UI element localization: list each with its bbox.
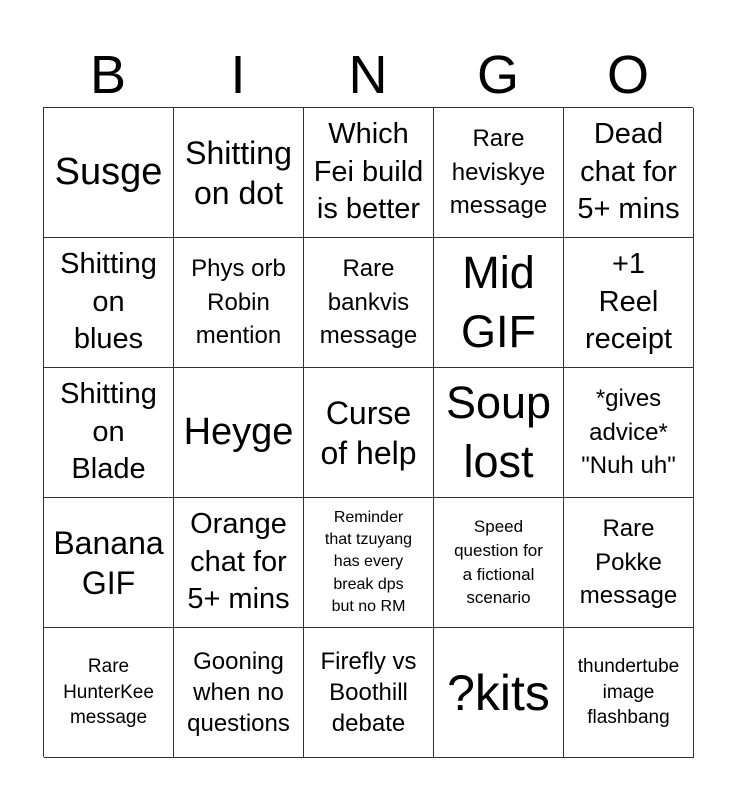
bingo-cell[interactable]: Reminder that tzuyang has every break dps but no RM (304, 498, 434, 628)
bingo-cell[interactable]: Shitting on dot (174, 108, 304, 238)
bingo-cell[interactable]: Which Fei build is better (304, 108, 434, 238)
bingo-cell[interactable]: Firefly vs Boothill debate (304, 628, 434, 758)
bingo-cell[interactable]: Mid GIF (434, 238, 564, 368)
bingo-cell[interactable]: Susge (44, 108, 174, 238)
header-letter-b: B (89, 45, 127, 105)
bingo-cell[interactable]: Speed question for a fictional scenario (434, 498, 564, 628)
bingo-cell[interactable]: Soup lost (434, 368, 564, 498)
bingo-cell[interactable]: Rare heviskye message (434, 108, 564, 238)
header-letter-n: N (348, 45, 388, 105)
bingo-cell[interactable]: Phys orb Robin mention (174, 238, 304, 368)
bingo-cell[interactable]: Gooning when no questions (174, 628, 304, 758)
header-letter-g: G (476, 45, 519, 105)
bingo-cell[interactable]: Shitting on Blade (44, 368, 174, 498)
bingo-cell[interactable]: Rare Pokke message (564, 498, 694, 628)
bingo-cell[interactable]: Rare bankvis message (304, 238, 434, 368)
bingo-cell[interactable]: Heyge (174, 368, 304, 498)
header-letter-i: I (230, 45, 246, 105)
bingo-cell[interactable]: Orange chat for 5+ mins (174, 498, 304, 628)
header-letter-o: O (606, 45, 649, 105)
bingo-cell[interactable]: Dead chat for 5+ mins (564, 108, 694, 238)
bingo-cell[interactable]: Rare HunterKee message (44, 628, 174, 758)
bingo-cell[interactable]: ?kits (434, 628, 564, 758)
bingo-cell[interactable]: Curse of help (304, 368, 434, 498)
bingo-cell[interactable]: thundertube image flashbang (564, 628, 694, 758)
bingo-cell[interactable]: Shitting on blues (44, 238, 174, 368)
bingo-header (43, 44, 693, 106)
bingo-cell[interactable]: *gives advice* "Nuh uh" (564, 368, 694, 498)
bingo-cell[interactable]: +1 Reel receipt (564, 238, 694, 368)
bingo-grid (43, 107, 693, 757)
bingo-cell[interactable]: Banana GIF (44, 498, 174, 628)
